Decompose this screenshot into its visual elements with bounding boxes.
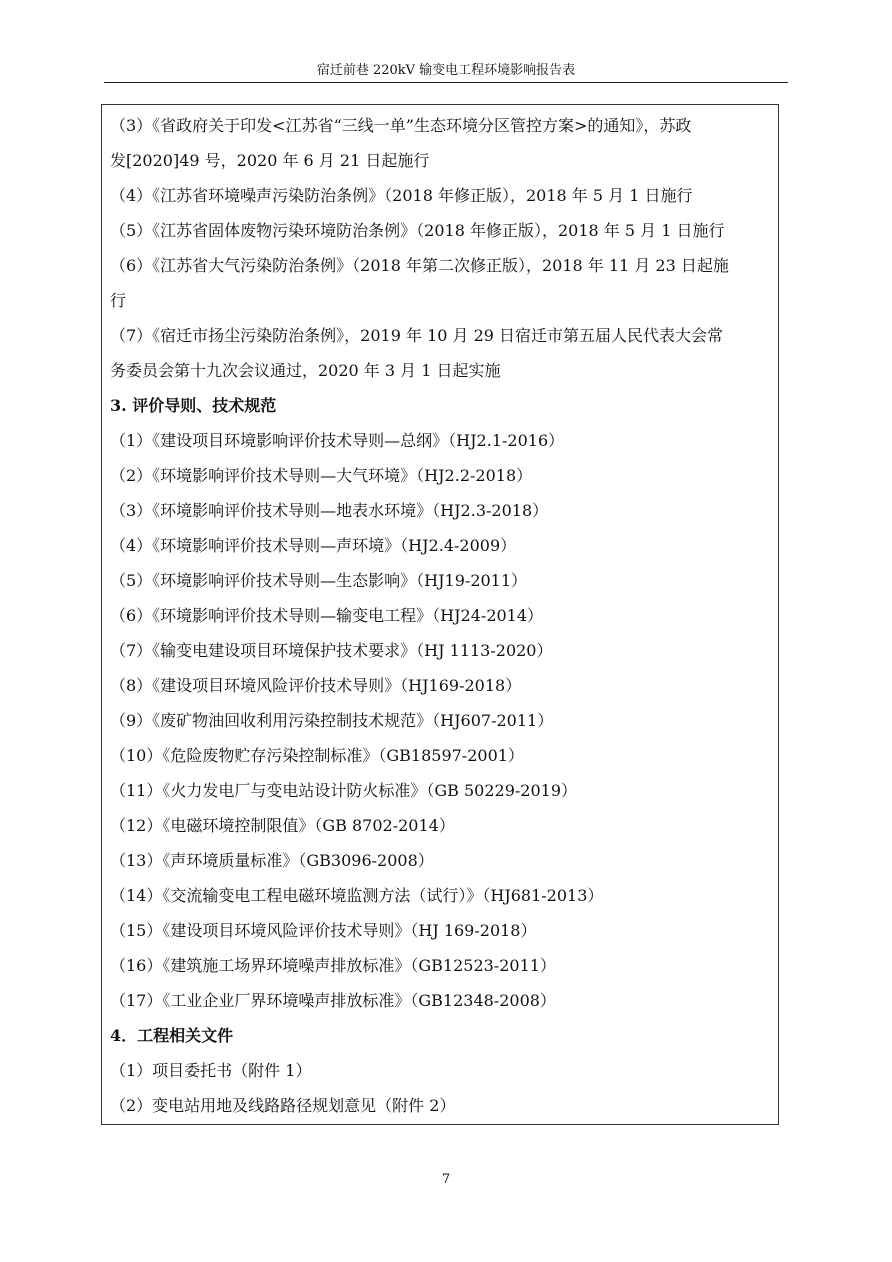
text-line: 发[2020]49 号，2020 年 6 月 21 日起施行 (110, 151, 430, 170)
text-line: （3）《环境影响评价技术导则—地表水环境》（HJ2.3-2018） (110, 501, 549, 520)
text-line: （6）《江苏省大气污染防治条例》（2018 年第二次修正版），2018 年 11 月 23 日起施 (110, 256, 729, 275)
text-line: （16）《建筑施工场界环境噪声排放标准》（GB12523-2011） (110, 956, 556, 975)
page-header-title: 宿迁前巷 220kV 输变电工程环境影响报告表 (316, 63, 576, 78)
text-line: （9）《废矿物油回收利用污染控制技术规范》（HJ607-2011） (110, 711, 554, 730)
text-line: （4）《环境影响评价技术导则—声环境》（HJ2.4-2009） (110, 536, 517, 555)
text-line: （3）《省政府关于印发<江苏省“三线一单”生态环境分区管控方案>的通知》，苏政 (110, 116, 692, 135)
section-heading: 3. 评价导则、技术规范 (110, 396, 277, 415)
body-text (110, 108, 774, 1123)
text-line: （14）《交流输变电工程电磁环境监测方法（试行）》（HJ681-2013） (110, 886, 604, 905)
text-line: （1）项目委托书（附件 1） (110, 1061, 312, 1080)
text-line: （7）《宿迁市扬尘污染防治条例》，2019 年 10 月 29 日宿迁市第五届人民代表大会常 (110, 326, 724, 345)
text-line: （7）《输变电建设项目环境保护技术要求》（HJ 1113-2020） (110, 641, 553, 660)
text-line: （10）《危险废物贮存污染控制标准》（GB18597-2001） (110, 746, 524, 765)
page-number: 7 (441, 1172, 451, 1187)
text-line: （11）《火力发电厂与变电站设计防火标准》（GB 50229-2019） (110, 781, 578, 800)
text-line: 行 (110, 291, 127, 310)
text-line: 务委员会第十九次会议通过，2020 年 3 月 1 日起实施 (110, 361, 501, 380)
text-line: （17）《工业企业厂界环境噪声排放标准》（GB12348-2008） (110, 991, 556, 1010)
text-line: （15）《建设项目环境风险评价技术导则》（HJ 169-2018） (110, 921, 537, 940)
text-line: （5）《江苏省固体废物污染环境防治条例》（2018 年修正版），2018 年 5 月 1 日施行 (110, 221, 725, 240)
text-line: （2）变电站用地及线路路径规划意见（附件 2） (110, 1096, 456, 1115)
text-line: （13）《声环境质量标准》（GB3096-2008） (110, 851, 434, 870)
header-rule (104, 82, 788, 83)
text-line: （4）《江苏省环境噪声污染防治条例》（2018 年修正版），2018 年 5 月 1 日施行 (110, 186, 693, 205)
text-line: （2）《环境影响评价技术导则—大气环境》（HJ2.2-2018） (110, 466, 533, 485)
text-line: （1）《建设项目环境影响评价技术导则—总纲》（HJ2.1-2016） (110, 431, 565, 450)
text-line: （6）《环境影响评价技术导则—输变电工程》（HJ24-2014） (110, 606, 544, 625)
text-line: （5）《环境影响评价技术导则—生态影响》（HJ19-2011） (110, 571, 528, 590)
text-line: （12）《电磁环境控制限值》（GB 8702-2014） (110, 816, 455, 835)
section-heading: 4．工程相关文件 (110, 1026, 234, 1045)
text-line: （8）《建设项目环境风险评价技术导则》（HJ169-2018） (110, 676, 522, 695)
